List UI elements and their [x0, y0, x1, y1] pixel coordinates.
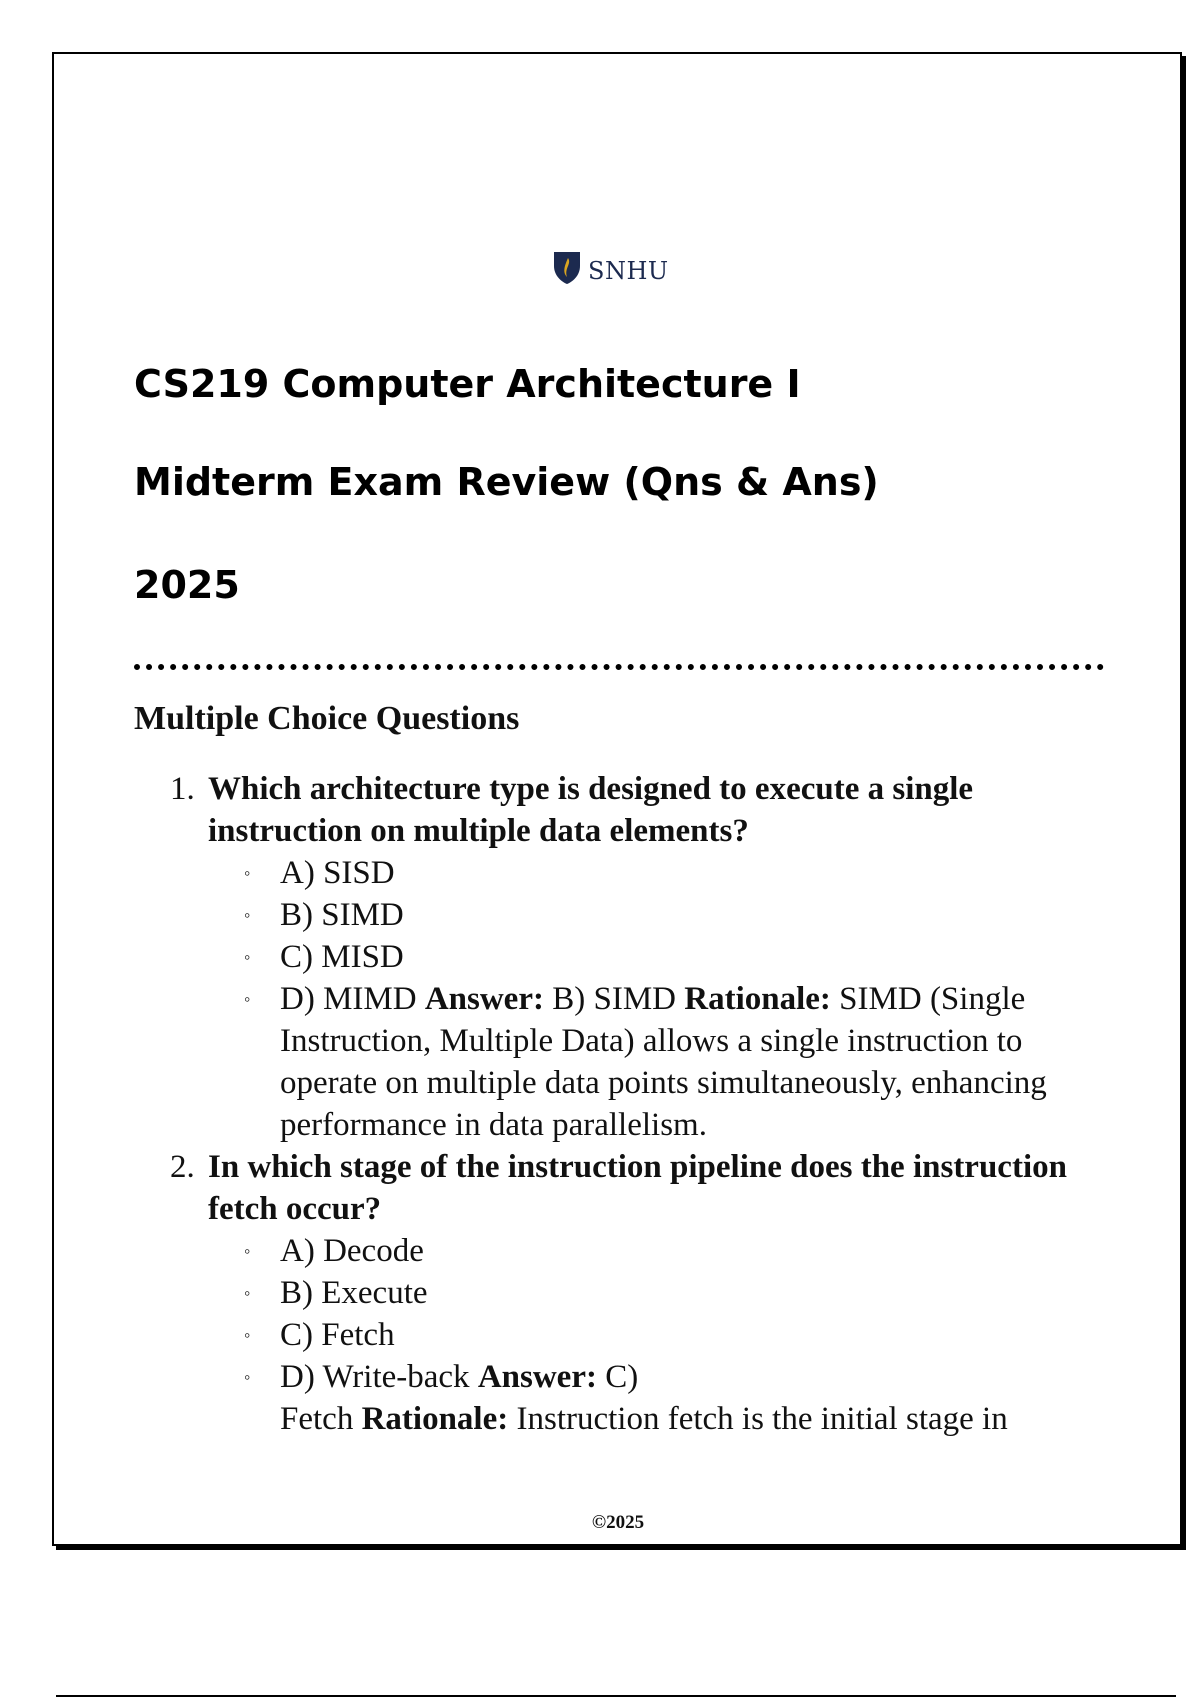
option-text: D) Write-back: [280, 1359, 470, 1395]
question-text: Which architecture type is designed to execute a single instruction on multiple data elements?: [208, 771, 974, 849]
rationale-text: Instruction fetch is the initial stage in: [516, 1401, 1008, 1437]
bullet-icon: [244, 852, 250, 894]
option-text: B) SIMD: [280, 897, 404, 933]
bullet-icon: [244, 1230, 250, 1272]
course-title: CS219 Computer Architecture I: [134, 362, 801, 406]
question-list: [134, 768, 1124, 1440]
option-b: [208, 894, 1124, 936]
exam-subtitle: Midterm Exam Review (Qns & Ans): [134, 460, 879, 504]
bottom-rule: [56, 1695, 1176, 1697]
snhu-logo: [552, 250, 669, 291]
option-d: [208, 1356, 1124, 1440]
answer-value: C): [605, 1359, 639, 1395]
option-a: [208, 1230, 1124, 1272]
option-c: [208, 936, 1124, 978]
rationale-label: Rationale:: [684, 981, 831, 1017]
bullet-icon: [244, 936, 250, 978]
option-list: [208, 1230, 1124, 1440]
bullet-icon: [244, 1272, 250, 1314]
question-number: 2.: [170, 1149, 195, 1185]
bullet-icon: [244, 1314, 250, 1356]
rationale-text: SIMD (Single Instruction, Multiple Data) allows a single instruction to operate on multiple data points simultaneously, enhancing performance in data parallelism.: [280, 981, 1047, 1143]
option-text: A) SISD: [280, 855, 395, 891]
exam-year: 2025: [134, 563, 240, 607]
copyright-footer: ©2025: [591, 1512, 645, 1533]
dotted-divider: [134, 664, 1104, 670]
option-b: [208, 1272, 1124, 1314]
option-a: [208, 852, 1124, 894]
option-list: [208, 852, 1124, 1146]
answer-label: Answer:: [477, 1359, 597, 1395]
bullet-icon: [244, 978, 250, 1020]
option-text: D) MIMD: [280, 981, 417, 1017]
bullet-icon: [244, 894, 250, 936]
option-c: [208, 1314, 1124, 1356]
option-text: A) Decode: [280, 1233, 424, 1269]
answer-value: B) SIMD: [552, 981, 677, 1017]
answer-label: Answer:: [424, 981, 544, 1017]
answer-value-cont: Fetch: [280, 1401, 354, 1437]
rationale-label: Rationale:: [361, 1401, 509, 1437]
bullet-icon: [244, 1356, 250, 1398]
shield-icon: [552, 250, 582, 291]
option-text: C) Fetch: [280, 1317, 395, 1353]
question-text: In which stage of the instruction pipeline does the instruction fetch occur?: [208, 1149, 1067, 1227]
question-number: 1.: [170, 771, 195, 807]
option-text: B) Execute: [280, 1275, 428, 1311]
question-2: [134, 1146, 1124, 1440]
section-title: Multiple Choice Questions: [134, 700, 520, 737]
logo-text: SNHU: [588, 256, 669, 285]
option-d: [208, 978, 1124, 1146]
option-text: C) MISD: [280, 939, 404, 975]
question-1: [134, 768, 1124, 1146]
